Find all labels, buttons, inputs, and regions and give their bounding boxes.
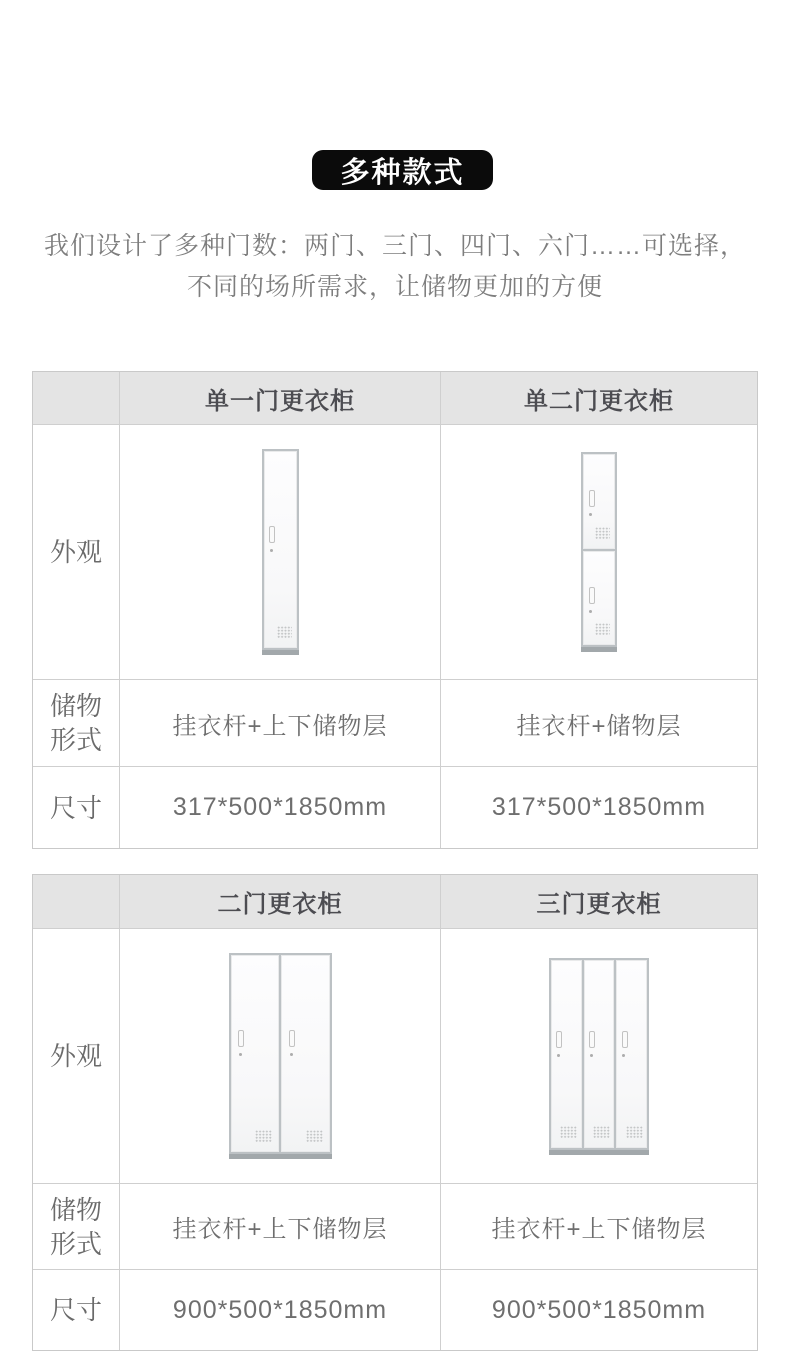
locker-handle [589,587,595,604]
locker-lock [557,1054,560,1057]
size-value: 317*500*1850mm [491,793,707,821]
two-door-locker-image [229,953,332,1159]
section-title: 多种款式 [340,156,465,189]
appearance-cell [120,929,441,1183]
locker-handle [238,1030,244,1047]
locker-handle [269,526,275,543]
locker-door [616,960,647,1148]
locker-lock [290,1053,293,1056]
size-row [33,1270,757,1350]
locker-door [584,960,615,1148]
row-label-size: 尺寸 [33,1270,120,1350]
size-row [33,767,757,848]
section-title-badge [312,150,493,190]
two-tier-locker-image [581,452,617,652]
appearance-cell [120,425,441,679]
storage-value: 挂衣杆+上下储物层 [491,1216,707,1243]
locker-door [583,454,615,549]
storage-value: 挂衣杆+上下储物层 [120,1184,441,1269]
locker-vents [277,626,292,638]
storage-row [33,680,757,767]
row-label-appearance: 外观 [33,929,120,1183]
locker-lock [589,513,592,516]
locker-lock [589,610,592,613]
table-header-row [33,875,757,929]
row-label-storage: 储物形式 [33,680,120,766]
table-header-row [33,372,757,425]
spec-table-multi-lockers [32,874,758,1351]
intro-line-1: 我们设计了多种门数：两门、三门、四门、六门……可选择， [43,232,746,260]
locker-vents [595,527,610,539]
locker-lock [239,1053,242,1056]
locker-door [281,955,330,1152]
locker-vents [306,1130,323,1142]
size-value: 900*500*1850mm [120,1270,441,1350]
row-label-size: 尺寸 [33,767,120,848]
locker-vents [593,1126,610,1138]
intro-text [0,226,790,308]
three-door-locker-image [549,958,649,1155]
locker-lock [270,549,273,552]
intro-line-2: 不同的场所需求，让储物更加的方便 [186,273,603,301]
row-label-appearance: 外观 [33,425,120,679]
appearance-cell [441,929,757,1183]
size-value: 900*500*1850mm [491,1295,707,1324]
header-empty-cell [33,372,120,424]
storage-value: 挂衣杆+上下储物层 [120,680,441,766]
locker-door [264,451,297,648]
storage-value: 挂衣杆+储物层 [516,712,682,740]
locker-vents [255,1130,272,1142]
appearance-row [33,929,757,1184]
locker-lock [622,1054,625,1057]
locker-lock [590,1054,593,1057]
locker-handle [556,1031,562,1048]
locker-handle [589,490,595,507]
column-header-three-door: 三门更衣柜 [536,891,662,918]
locker-handle [622,1031,628,1048]
header-empty-cell [33,875,120,928]
locker-vents [595,623,610,635]
locker-vents [626,1126,643,1138]
appearance-cell [441,425,757,679]
size-value: 317*500*1850mm [120,767,441,848]
single-door-locker-image [262,449,299,655]
locker-door [551,960,582,1148]
column-header-single-door: 单一门更衣柜 [120,372,441,424]
locker-vents [560,1126,577,1138]
locker-handle [289,1030,295,1047]
spec-table-single-lockers [32,371,758,849]
locker-door [583,551,615,646]
locker-handle [589,1031,595,1048]
row-label-storage: 储物形式 [33,1184,120,1269]
appearance-row [33,425,757,680]
locker-door [231,955,280,1152]
storage-row [33,1184,757,1270]
column-header-two-tier: 单二门更衣柜 [524,387,674,415]
column-header-two-door: 二门更衣柜 [120,875,441,928]
